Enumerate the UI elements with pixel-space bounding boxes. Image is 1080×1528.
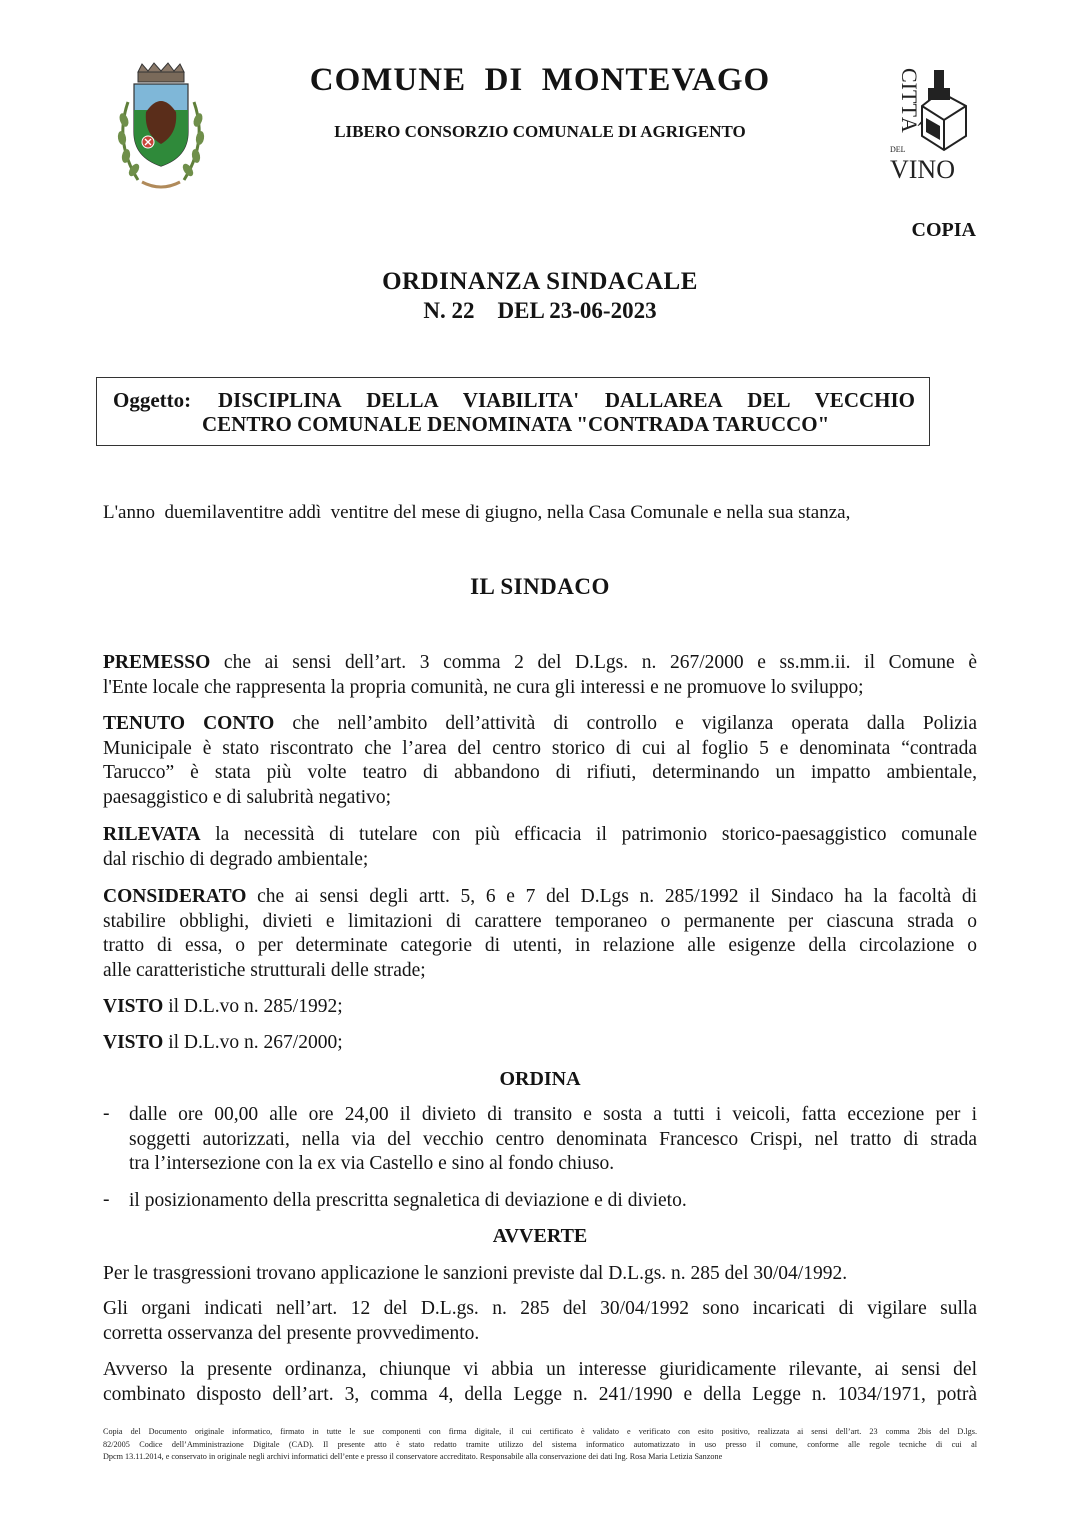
- bullet-2-line-1: il posizionamento della prescritta segnaletica di deviazione e di divieto.: [129, 1190, 687, 1211]
- tenuto-line-1: che nell’ambito dell’attività di controllo e vigilanza operata dalla Polizia: [274, 713, 977, 734]
- visto-1-text: il D.L.vo n. 285/1992;: [163, 996, 343, 1017]
- paragraph-tenuto-conto: [103, 712, 977, 810]
- avverte-heading: AVVERTE: [492, 1225, 588, 1247]
- logo-del-text: DEL: [890, 145, 906, 154]
- rilevata-line-2: dal rischio di degrado ambientale;: [103, 848, 369, 870]
- bullet-dash-1: -: [103, 1103, 110, 1124]
- mayor-heading: IL SINDACO: [470, 574, 610, 599]
- ordina-heading: ORDINA: [499, 1068, 581, 1090]
- keyword-tenuto-conto: TENUTO CONTO: [103, 713, 275, 734]
- organization-title: COMUNE DI MONTEVAGO: [309, 62, 771, 98]
- ordinance-number-date: N. 22 DEL 23-06-2023: [423, 298, 657, 323]
- bullet-1-line-3: tra l’intersezione con la ex via Castello e sino al fondo chiuso.: [129, 1153, 615, 1174]
- visto-2-text: il D.L.vo n. 267/2000;: [163, 1032, 343, 1053]
- bullet-1: [129, 1103, 977, 1177]
- avverte-3-line-2: combinato disposto dell’art. 3, comma 4, della Legge n. 241/1990 e della Legge n. 1034/1971, potrà: [103, 1383, 977, 1405]
- paragraph-rilevata: [103, 823, 977, 872]
- footer-line-3: Dpcm 13.11.2014, e conservato in originale negli archivi informatici dell’ente e presso il conservatore accreditato. Responsabile alla conservazione dei dati Ing. Rosa Maria Letizia Sanzone: [103, 1452, 723, 1461]
- considerato-line-3: tratto di essa, o per determinate categorie di utenti, in relazione alle esigenze della circolazione o: [103, 935, 977, 956]
- keyword-premesso: PREMESSO: [103, 652, 211, 673]
- premesso-line-2: l'Ente locale che rappresenta la propria comunità, ne cura gli interessi e ne promuove lo sviluppo;: [103, 676, 864, 698]
- paragraph-premesso: [103, 651, 977, 700]
- bullet-dash-2: -: [103, 1189, 110, 1210]
- premesso-line-1: che ai sensi dell’art. 3 comma 2 del D.Lgs. n. 267/2000 e ss.mm.ii. il Comune è: [210, 652, 977, 673]
- subject-line-2: CENTRO COMUNALE DENOMINATA "CONTRADA TARUCCO": [202, 412, 830, 436]
- logo-vino-text: VINO: [890, 155, 955, 184]
- tenuto-line-3: Tarucco” è stata più volte teatro di abbandono di rifiuti, determinando un impatto ambientale,: [103, 762, 977, 783]
- keyword-visto-1: VISTO: [103, 996, 164, 1017]
- paragraph-visto-1: [103, 995, 977, 1020]
- intro-text: L'anno duemilaventitre addì ventitre del mese di giugno, nella Casa Comunale e nella sua stanza,: [103, 502, 851, 523]
- paragraph-avverte-2: [103, 1297, 977, 1346]
- keyword-rilevata: RILEVATA: [103, 824, 201, 845]
- bullet-2: [129, 1189, 977, 1214]
- bullet-1-line-2: soggetti autorizzati, nella via del vecchio centro denominata Francesco Crispi, nel tratto di strada: [129, 1128, 977, 1150]
- paragraph-considerato: [103, 885, 977, 983]
- keyword-visto-2: VISTO: [103, 1032, 164, 1053]
- avverte-3-line-1: Avverso la presente ordinanza, chiunque vi abbia un interesse giuridicamente rilevante, ai sensi del: [103, 1359, 977, 1380]
- tenuto-line-4: paesaggistico e di salubrità negativo;: [103, 786, 392, 808]
- avverte-2-line-1: Gli organi indicati nell’art. 12 del D.L.gs. n. 285 del 30/04/1992 sono incaricati di vigilare sulla: [103, 1298, 977, 1319]
- bullet-1-line-1: dalle ore 00,00 alle ore 24,00 il divieto di transito e sosta a tutti i veicoli, fatta eccezione per i: [129, 1104, 977, 1125]
- logo-citta-text: CITTÀ: [897, 68, 922, 133]
- subject-line-1: DISCIPLINA DELLA VIABILITA' DALLAREA DEL VECCHIO: [218, 388, 915, 412]
- ordinance-title: ORDINANZA SINDACALE: [382, 268, 698, 295]
- avverte-2-line-2: corretta osservanza del presente provvedimento.: [103, 1322, 480, 1344]
- keyword-considerato: CONSIDERATO: [103, 886, 247, 907]
- citta-del-vino-logo: [884, 66, 974, 184]
- footer-line-2: 82/2005 Codice dell’Amministrazione Digitale (CAD). Il presente atto è stato redatto tramite utilizzo del sistema informatico automatizzato in uso presso il comune, conforme alle regole tecniche di cui al: [103, 1439, 977, 1449]
- rilevata-line-1: la necessità di tutelare con più efficacia il patrimonio storico-paesaggistico comunale: [200, 824, 977, 845]
- paragraph-avverte-1: [103, 1262, 977, 1287]
- considerato-line-4: alle caratteristiche strutturali delle strade;: [103, 959, 426, 981]
- copy-label: COPIA: [911, 219, 976, 241]
- footer-line-1: Copia del Documento originale informatico, firmato in tutte le sue componenti con firma digitale, il cui certificato è validato e verificato con esito positivo, realizzata ai sensi dell’art. 23 comma 2bis del D.lgs.: [103, 1427, 977, 1436]
- paragraph-avverte-3: [103, 1358, 977, 1407]
- footer-note: [103, 1426, 977, 1464]
- paragraph-visto-2: [103, 1031, 977, 1056]
- organization-subtitle: LIBERO CONSORZIO COMUNALE DI AGRIGENTO: [334, 122, 746, 141]
- avverte-1-text: Per le trasgressioni trovano applicazione le sanzioni previste dal D.L.gs. n. 285 del 30/04/1992.: [103, 1263, 848, 1284]
- considerato-line-2: stabilire obblighi, divieti e limitazioni di carattere temporaneo o permanente per ciascuna strada o: [103, 910, 977, 932]
- considerato-line-1: che ai sensi degli artt. 5, 6 e 7 del D.Lgs n. 285/1992 il Sindaco ha la facoltà di: [246, 886, 977, 907]
- tenuto-line-2: Municipale è stato riscontrato che l’area del centro storico di cui al foglio 5 e denominata “contrada: [103, 737, 977, 759]
- subject-label: Oggetto:: [113, 388, 192, 412]
